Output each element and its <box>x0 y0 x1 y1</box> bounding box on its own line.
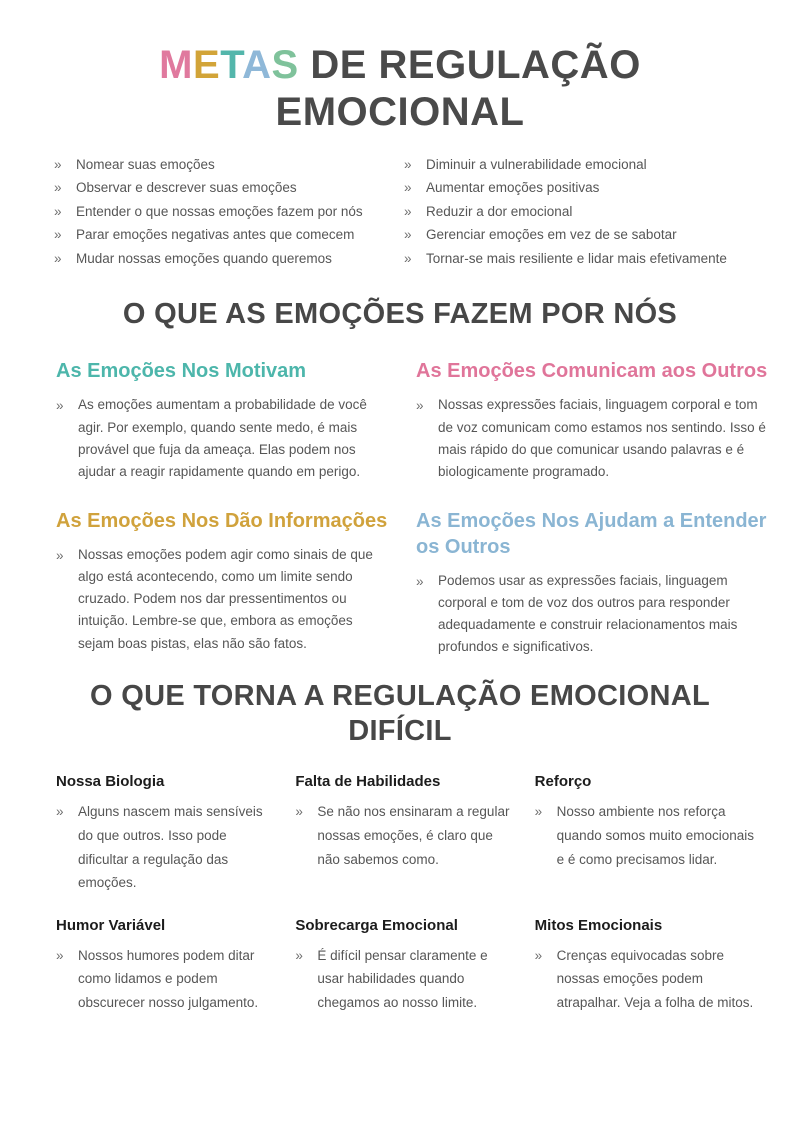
double-angle-bullet: » <box>404 156 412 172</box>
card-title: As Emoções Nos Dão Informações <box>56 509 388 532</box>
double-angle-bullet: » <box>295 947 303 963</box>
goal-item <box>404 228 756 242</box>
goal-text: Mudar nossas emoções quando queremos <box>76 250 332 266</box>
small-card-body <box>295 800 516 871</box>
small-card-title: Nossa Biologia <box>56 773 165 791</box>
emotion-function-cards <box>44 358 768 658</box>
double-angle-bullet: » <box>54 227 62 243</box>
double-angle-bullet: » <box>54 203 62 219</box>
goal-item <box>404 252 756 266</box>
title-colored-letter-e: E <box>193 43 221 87</box>
goal-item <box>54 228 404 242</box>
card-variable-mood <box>56 917 277 1015</box>
card-body <box>56 544 392 655</box>
card-text: Se não nos ensinaram a regular nossas emoções, é claro que não sabemos como. <box>317 804 510 867</box>
card-body <box>56 394 392 483</box>
goal-text: Aumentar emoções positivas <box>426 180 600 196</box>
double-angle-bullet: » <box>404 180 412 196</box>
card-title: As Emoções Nos Ajudam a Entender os Outros <box>416 509 767 558</box>
goal-text: Reduzir a dor emocional <box>426 203 573 219</box>
goal-text: Gerenciar emoções em vez de se sabotar <box>426 227 677 243</box>
goal-text: Tornar-se mais resiliente e lidar mais efetivamente <box>426 250 727 266</box>
card-emotional-overload <box>295 917 516 1015</box>
double-angle-bullet: » <box>534 947 543 963</box>
card-text: Nosso ambiente nos reforça quando somos muito emocionais e é como precisamos lidar. <box>556 804 755 867</box>
content-area <box>44 0 768 1015</box>
card-text: Nossos humores podem ditar como lidamos e podem obscurecer nosso julgamento. <box>78 947 259 1011</box>
goal-item <box>404 205 756 219</box>
card-reinforcement <box>535 773 756 895</box>
double-angle-bullet: » <box>534 804 543 820</box>
card-emotional-myths <box>535 917 756 1015</box>
goal-item <box>54 158 404 172</box>
card-body <box>416 570 768 659</box>
double-angle-bullet: » <box>416 573 424 589</box>
page-title <box>44 0 756 136</box>
double-angle-bullet: » <box>56 547 64 563</box>
card-text: Podemos usar as expressões faciais, linguagem corporal e tom de voz dos outros para responder adequadamente e construir relacionamentos mais profundos e significativos. <box>438 572 738 655</box>
goal-text: Observar e descrever suas emoções <box>76 180 297 196</box>
double-angle-bullet: » <box>404 203 412 219</box>
title-colored-letter-a: A <box>242 43 272 87</box>
small-card-body <box>56 944 277 1015</box>
double-angle-bullet: » <box>404 250 412 266</box>
small-card-title: Sobrecarga Emocional <box>295 916 458 934</box>
section-heading-what-makes-hard: O QUE TORNA A REGULAÇÃO EMOCIONAL DIFÍCIL <box>90 679 710 747</box>
goals-list-left <box>54 158 404 276</box>
goal-item <box>54 252 404 266</box>
card-emotions-help-understand <box>416 508 768 659</box>
double-angle-bullet: » <box>54 250 62 266</box>
title-colored-letter-m: M <box>159 43 193 87</box>
goal-item <box>54 181 404 195</box>
card-our-biology <box>56 773 277 895</box>
card-body <box>416 394 768 483</box>
card-text: As emoções aumentam a probabilidade de você agir. Por exemplo, quando sente medo, é mais provável que fuja da ameaça. Elas podem nos ajudar a reagir rapidamente quando em perigo. <box>78 397 367 480</box>
title-line2: EMOCIONAL <box>275 89 525 134</box>
double-angle-bullet: » <box>404 227 412 243</box>
small-card-body <box>535 800 756 871</box>
small-card-body <box>535 944 756 1015</box>
goal-text: Entender o que nossas emoções fazem por nós <box>76 203 363 219</box>
difficulty-cards <box>44 773 756 1014</box>
goal-item <box>404 158 756 172</box>
title-colored-letter-t: T <box>220 43 243 87</box>
card-text: Crenças equivocadas sobre nossas emoções podem atrapalhar. Veja a folha de mitos. <box>556 947 754 1011</box>
card-lack-of-skills <box>295 773 516 895</box>
card-emotions-communicate <box>416 358 768 483</box>
card-text: Nossas emoções podem agir como sinais de que algo está acontecendo, como um limite sendo cruzado. Podem nos dar pressentimentos ou intuição. Lembre-se que, embora as emoções sejam boas pistas, elas não são fatos. <box>78 546 373 651</box>
small-card-title: Reforço <box>534 773 592 791</box>
goals-lists <box>44 158 756 276</box>
small-card-body <box>295 944 516 1015</box>
title-rest-line1: DE REGULAÇÃO <box>298 43 641 87</box>
card-text: Nossas expressões faciais, linguagem corporal e tom de voz comunicam como estamos nos sentindo. Isso é mais rápido do que comunicar usando palavras e é biologicamente programado. <box>438 397 766 480</box>
double-angle-bullet: » <box>56 804 64 820</box>
small-card-title: Falta de Habilidades <box>295 773 441 791</box>
double-angle-bullet: » <box>54 156 62 172</box>
section-heading-what-emotions-do: O QUE AS EMOÇÕES FAZEM POR NÓS <box>122 298 678 331</box>
small-card-title: Mitos Emocionais <box>534 916 663 934</box>
small-card-title: Humor Variável <box>56 916 166 934</box>
goal-text: Nomear suas emoções <box>76 156 215 172</box>
double-angle-bullet: » <box>56 398 64 414</box>
double-angle-bullet: » <box>295 804 303 820</box>
goal-item <box>54 205 404 219</box>
goal-text: Parar emoções negativas antes que comecem <box>76 227 355 243</box>
goal-text: Diminuir a vulnerabilidade emocional <box>426 156 647 172</box>
card-emotions-motivate <box>56 358 392 483</box>
small-card-body <box>56 800 277 895</box>
goal-item <box>404 181 756 195</box>
goals-list-right <box>404 158 756 276</box>
card-text: É difícil pensar claramente e usar habilidades quando chegamos ao nosso limite. <box>317 947 488 1011</box>
card-text: Alguns nascem mais sensíveis do que outros. Isso pode dificultar a regulação das emoções. <box>78 804 263 891</box>
double-angle-bullet: » <box>416 398 424 414</box>
card-title: As Emoções Nos Motivam <box>56 360 307 383</box>
title-colored-letter-s: S <box>271 43 299 87</box>
card-title: As Emoções Comunicam aos Outros <box>416 360 768 383</box>
double-angle-bullet: » <box>54 180 62 196</box>
double-angle-bullet: » <box>56 947 64 963</box>
card-emotions-give-information <box>56 508 392 659</box>
